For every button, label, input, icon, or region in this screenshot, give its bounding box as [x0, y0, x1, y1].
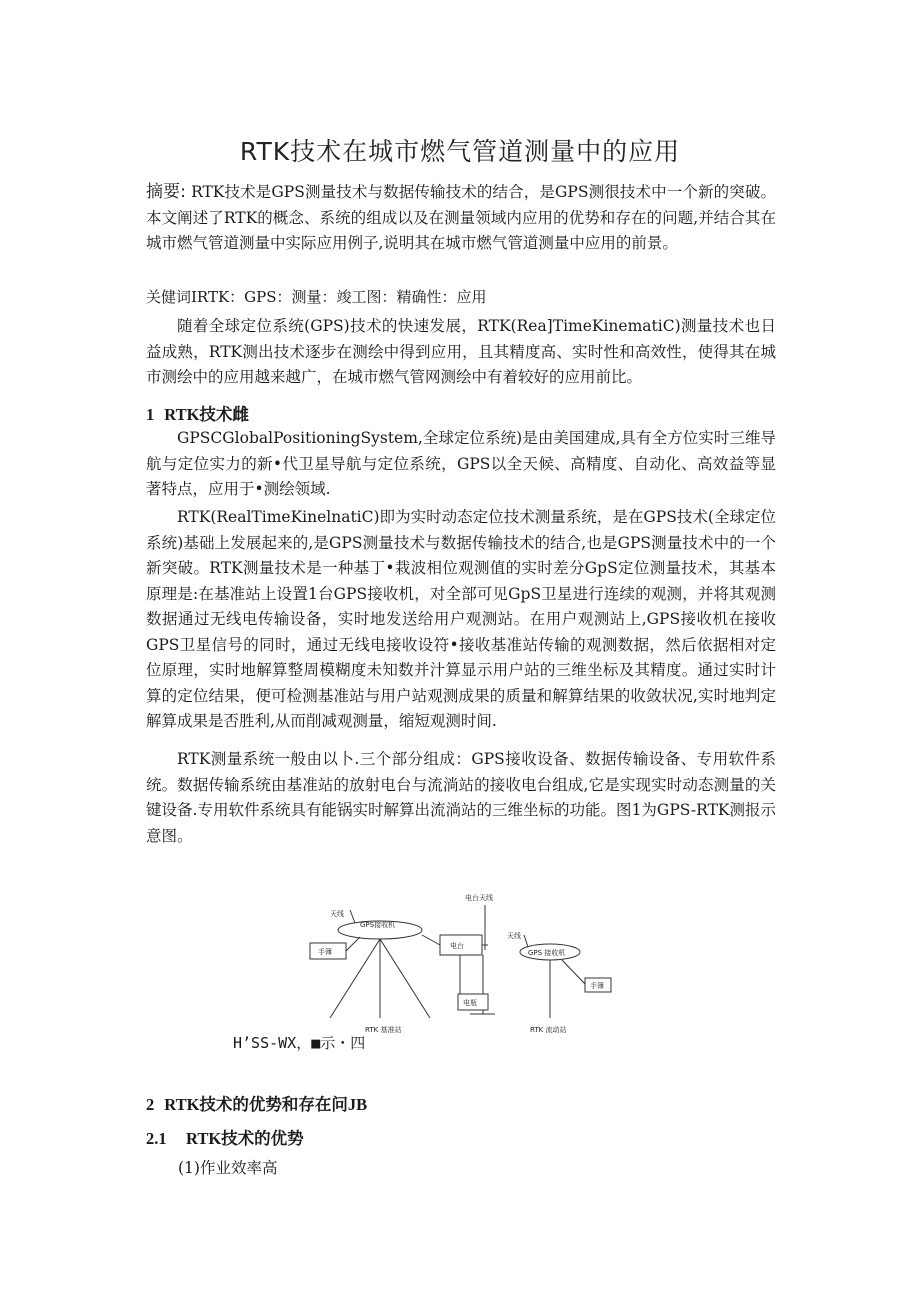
keywords-line: 关健词IRTK：GPS：测量：竣工图：精确性：应用 — [146, 288, 487, 306]
intro-paragraph: 随着全球定位系统(GPS)技术的快速发展，RTK(Rea]TimeKinematiC)测量技术也日益成熟，RTK测出技术逐步在测绘中得到应用，且其精度高、实时性和高效性，使得其在城市测绘中的应用越来越广，在城市燃气管网测绘中有着较好的应用前比。 — [146, 317, 776, 386]
label-rover-station: RTK 流动站 — [530, 1026, 567, 1034]
section-1-heading — [146, 401, 249, 425]
section-2-1-number: 2.1 — [146, 1129, 167, 1148]
label-handset: 手簿 — [318, 948, 332, 956]
section-2-1-title: RTK技术的优势 — [186, 1129, 304, 1148]
label-handset-rover: 手簿 — [590, 982, 604, 990]
label-antenna-right: 天线 — [507, 932, 521, 940]
section-2-1-heading — [146, 1125, 304, 1149]
label-gps-receiver: GPS接收机 — [360, 921, 396, 929]
label-gps-receiver-rover: GPS 接收机 — [528, 949, 566, 957]
abstract-paragraph — [146, 180, 776, 257]
label-radio: 电台 — [450, 942, 464, 950]
section-1-title: RTK技术雌 — [164, 405, 249, 424]
section-2-number: 2 — [146, 1095, 155, 1114]
label-radio-antenna: 电台天线 — [465, 894, 493, 902]
abstract-text: RTK技术是GPS测量技术与数据传输技术的结合，是GPS测很技术中一个新的突破。本文阐述了RTK的概念、系统的组成以及在测量领域内应用的优势和存在的问题,并结合其在城市燃气管道测量中实际应用例子,说明其在城市燃气管道测量中应用的前景。 — [146, 183, 776, 252]
section-2-title: RTK技术的优势和存在问JB — [164, 1095, 368, 1114]
section-1-paragraph-2: RTK(RealTimeKinelnatiC)即为实时动态定位技术测量系统，是在GPS技术(全球定位系统)基础上发展起来的,是GPS测量技术与数据传输技术的结合,也是GPS测量技术中的一个新突破。RTK测量技术是一种基丁•栽波相位观测值的实时差分GpS定位测量技术，其基本原理是:在基准站上设置1台GPS接收机，对全部可见GpS卫星进行连续的观测，并将其观测数据通过无线电传输设备，实时地发送给用户观测站。在用户观测站上,GPS接收机在接收GPS卫星信号的同时，通过无线电接收设符•接收基准站传输的观测数据，然后依据相对定位原理，实时地解算整周模糊度未知数并汁算显示用户站的三维坐标及其精度。通过实时计算的定位结果，便可检测基准站与用户站观测成果的质量和解算结果的收敛状况,实时地判定解算成果是否胜利,从而削减观测量，缩短观测时间. — [146, 508, 776, 730]
rtk-system-diagram — [300, 880, 625, 1040]
label-antenna-left: 天线 — [330, 910, 344, 918]
abstract-label: 摘要: — [146, 182, 186, 202]
figure-caption: H’SS-WX，■示・四 — [233, 1034, 366, 1052]
section-1-paragraph-1: GPSCGlobalPositioningSystem,全球定位系统)是由美国建成,具有全方位实时三维导航与定位实力的新•代卫星导航与定位系统，GPS以全天候、高精度、自动化、高效益等显著特点，应用于•测绘领域. — [146, 429, 776, 498]
section-1-paragraph-3: RTK测量系统一般由以卜.三个部分组成：GPS接收设备、数据传输设备、专用软件系统。数据传输系统由基准站的放射电台与流淌站的接收电台组成,它是实现实时动态测量的关键设备.专用软件系统具有能锅实时解算出流淌站的三维坐标的功能。图1为GPS-RTK测报示意图。 — [146, 750, 776, 845]
document-title: RTK技术在城市燃气管道测量中的应用 — [239, 137, 681, 166]
label-battery: 电瓶 — [463, 999, 477, 1007]
section-1-number: 1 — [146, 405, 155, 424]
list-item-efficiency: (1)作业效率高 — [178, 1159, 278, 1177]
section-2-heading — [146, 1091, 367, 1115]
label-base-station: RTK 基准站 — [365, 1026, 402, 1034]
